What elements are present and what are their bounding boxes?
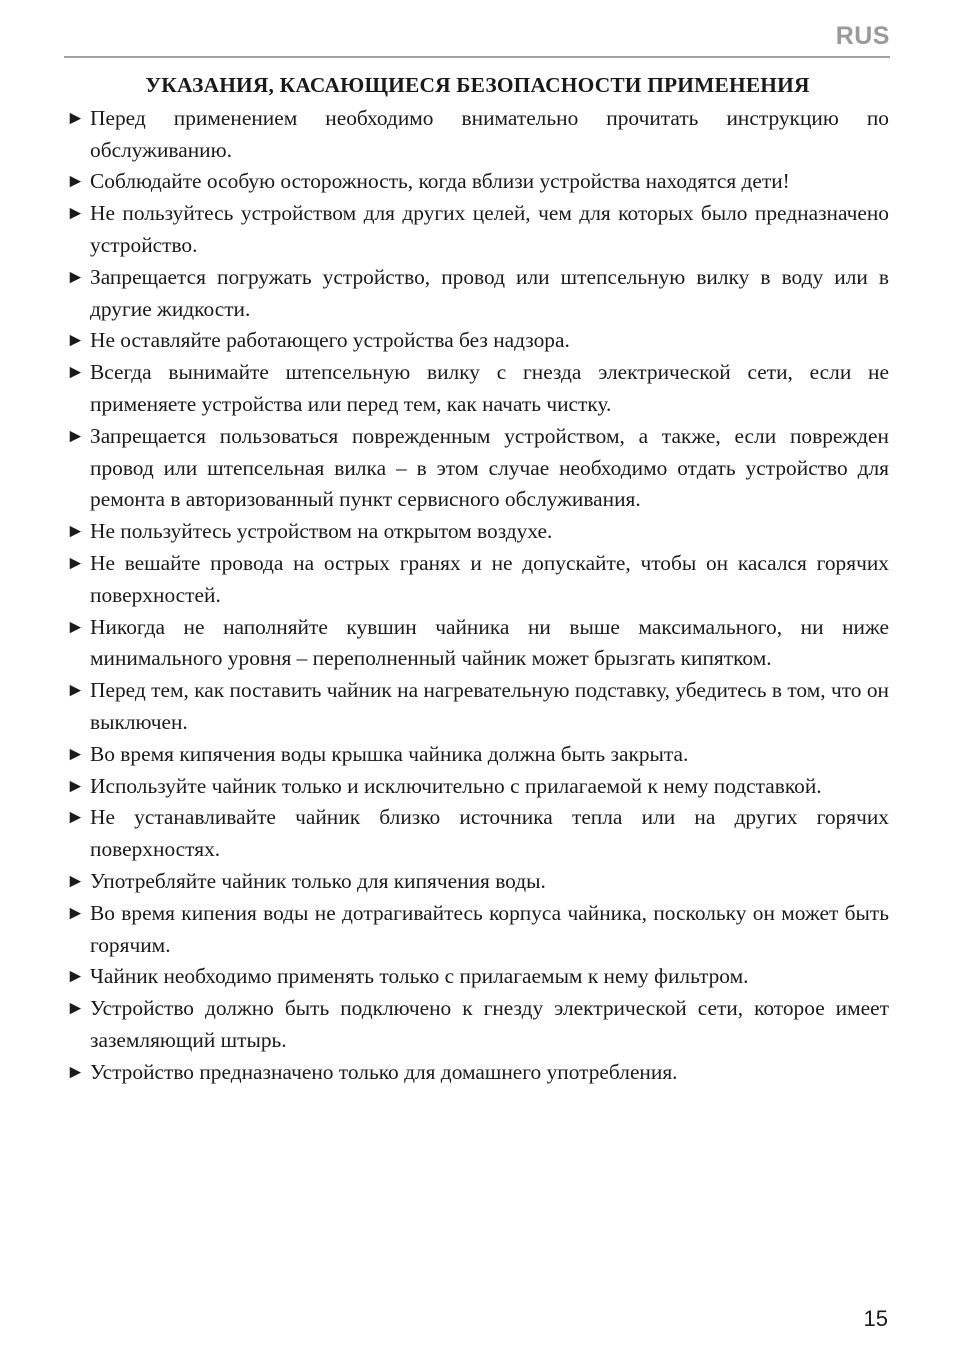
triangle-bullet-icon: ► bbox=[66, 870, 85, 892]
triangle-bullet-icon: ► bbox=[66, 266, 85, 288]
safety-instruction-text: Во время кипячения воды крышка чайника должна быть закрыта. bbox=[90, 741, 689, 766]
safety-instruction-item bbox=[66, 548, 889, 612]
safety-instruction-item bbox=[66, 993, 889, 1057]
safety-instruction-text: Соблюдайте особую осторожность, когда вблизи устройства находятся дети! bbox=[90, 169, 790, 194]
triangle-bullet-icon: ► bbox=[66, 362, 85, 384]
safety-instruction-item bbox=[66, 898, 889, 962]
section-title: УКАЗАНИЯ, КАСАЮЩИЕСЯ БЕЗОПАСНОСТИ ПРИМЕНЕНИЯ bbox=[145, 73, 810, 97]
safety-instruction-item bbox=[66, 612, 889, 676]
safety-instruction-text: Не пользуйтесь устройством на открытом воздухе. bbox=[90, 519, 553, 544]
safety-instruction-item bbox=[66, 198, 889, 262]
triangle-bullet-icon: ► bbox=[66, 425, 85, 447]
safety-instructions-list bbox=[66, 103, 889, 1089]
triangle-bullet-icon: ► bbox=[66, 743, 85, 765]
safety-instruction-text: Используйте чайник только и исключительно с прилагаемой к нему подставкой. bbox=[90, 773, 822, 798]
safety-instruction-text: Во время кипения воды не дотрагивайтесь корпуса чайника, поскольку он может быть горячим. bbox=[90, 900, 889, 957]
safety-instruction-text: Запрещается погружать устройство, провод или штепсельную вилку в воду или в другие жидкости. bbox=[90, 264, 889, 321]
safety-instruction-text: Не пользуйтесь устройством для других целей, чем для которых было предназначено устройство. bbox=[90, 201, 889, 257]
triangle-bullet-icon: ► bbox=[66, 775, 85, 797]
safety-instruction-item bbox=[66, 262, 889, 326]
language-label: RUS bbox=[835, 22, 890, 50]
safety-instruction-item bbox=[66, 739, 889, 771]
triangle-bullet-icon: ► bbox=[66, 552, 85, 574]
safety-instruction-text: Устройство предназначено только для домашнего употребления. bbox=[90, 1059, 678, 1084]
page-header bbox=[64, 20, 890, 58]
triangle-bullet-icon: ► bbox=[66, 1061, 85, 1083]
triangle-bullet-icon: ► bbox=[66, 807, 85, 829]
safety-instruction-item bbox=[66, 357, 889, 421]
safety-instruction-item bbox=[66, 516, 889, 548]
safety-instruction-item bbox=[66, 103, 889, 167]
safety-instruction-item bbox=[66, 961, 889, 993]
safety-instruction-text: Перед применением необходимо внимательно прочитать инструкцию по обслуживанию. bbox=[90, 105, 889, 162]
triangle-bullet-icon: ► bbox=[66, 521, 85, 543]
triangle-bullet-icon: ► bbox=[66, 330, 85, 352]
safety-instruction-text: Употребляйте чайник только для кипячения воды. bbox=[90, 868, 546, 893]
safety-instruction-text: Всегда вынимайте штепсельную вилку с гнезда электрической сети, если не применяете устройства или перед тем, как начать чистку. bbox=[90, 360, 889, 416]
triangle-bullet-icon: ► bbox=[66, 680, 85, 702]
safety-instruction-item bbox=[66, 675, 889, 739]
safety-instruction-item bbox=[66, 771, 889, 803]
triangle-bullet-icon: ► bbox=[66, 171, 85, 193]
safety-instruction-item bbox=[66, 421, 889, 516]
safety-instruction-text: Запрещается пользоваться поврежденным устройством, а также, если поврежден провод или штепсельная вилка – в этом случае необходимо отдать устройство для ремонта в авторизованный пункт сервисного обслуживания. bbox=[90, 423, 889, 512]
safety-instruction-text: Не вешайте провода на острых гранях и не допускайте, чтобы он касался горячих поверхностей. bbox=[90, 550, 889, 607]
safety-instruction-text: Не устанавливайте чайник близко источника тепла или на других горячих поверхностях. bbox=[90, 805, 889, 862]
triangle-bullet-icon: ► bbox=[66, 107, 85, 129]
triangle-bullet-icon: ► bbox=[66, 616, 85, 638]
safety-instruction-text: Перед тем, как поставить чайник на нагревательную подставку, убедитесь в том, что он выключен. bbox=[90, 678, 889, 734]
safety-instruction-text: Никогда не наполняйте кувшин чайника ни выше максимального, ни ниже минимального уровня – переполненный чайник может брызгать кипятком. bbox=[90, 614, 889, 671]
safety-instruction-item bbox=[66, 325, 889, 357]
page-number: 15 bbox=[863, 1306, 888, 1331]
safety-instruction-text: Чайник необходимо применять только с прилагаемым к нему фильтром. bbox=[90, 964, 749, 989]
safety-instruction-item bbox=[66, 802, 889, 866]
page-content bbox=[66, 70, 889, 1089]
safety-instruction-item bbox=[66, 866, 889, 898]
safety-instruction-text: Устройство должно быть подключено к гнезду электрической сети, которое имеет заземляющий штырь. bbox=[90, 996, 889, 1052]
safety-instruction-item bbox=[66, 1057, 889, 1089]
safety-instruction-item bbox=[66, 166, 889, 198]
triangle-bullet-icon: ► bbox=[66, 902, 85, 924]
triangle-bullet-icon: ► bbox=[66, 203, 85, 225]
triangle-bullet-icon: ► bbox=[66, 998, 85, 1020]
safety-instruction-text: Не оставляйте работающего устройства без надзора. bbox=[90, 328, 570, 353]
triangle-bullet-icon: ► bbox=[66, 966, 85, 988]
